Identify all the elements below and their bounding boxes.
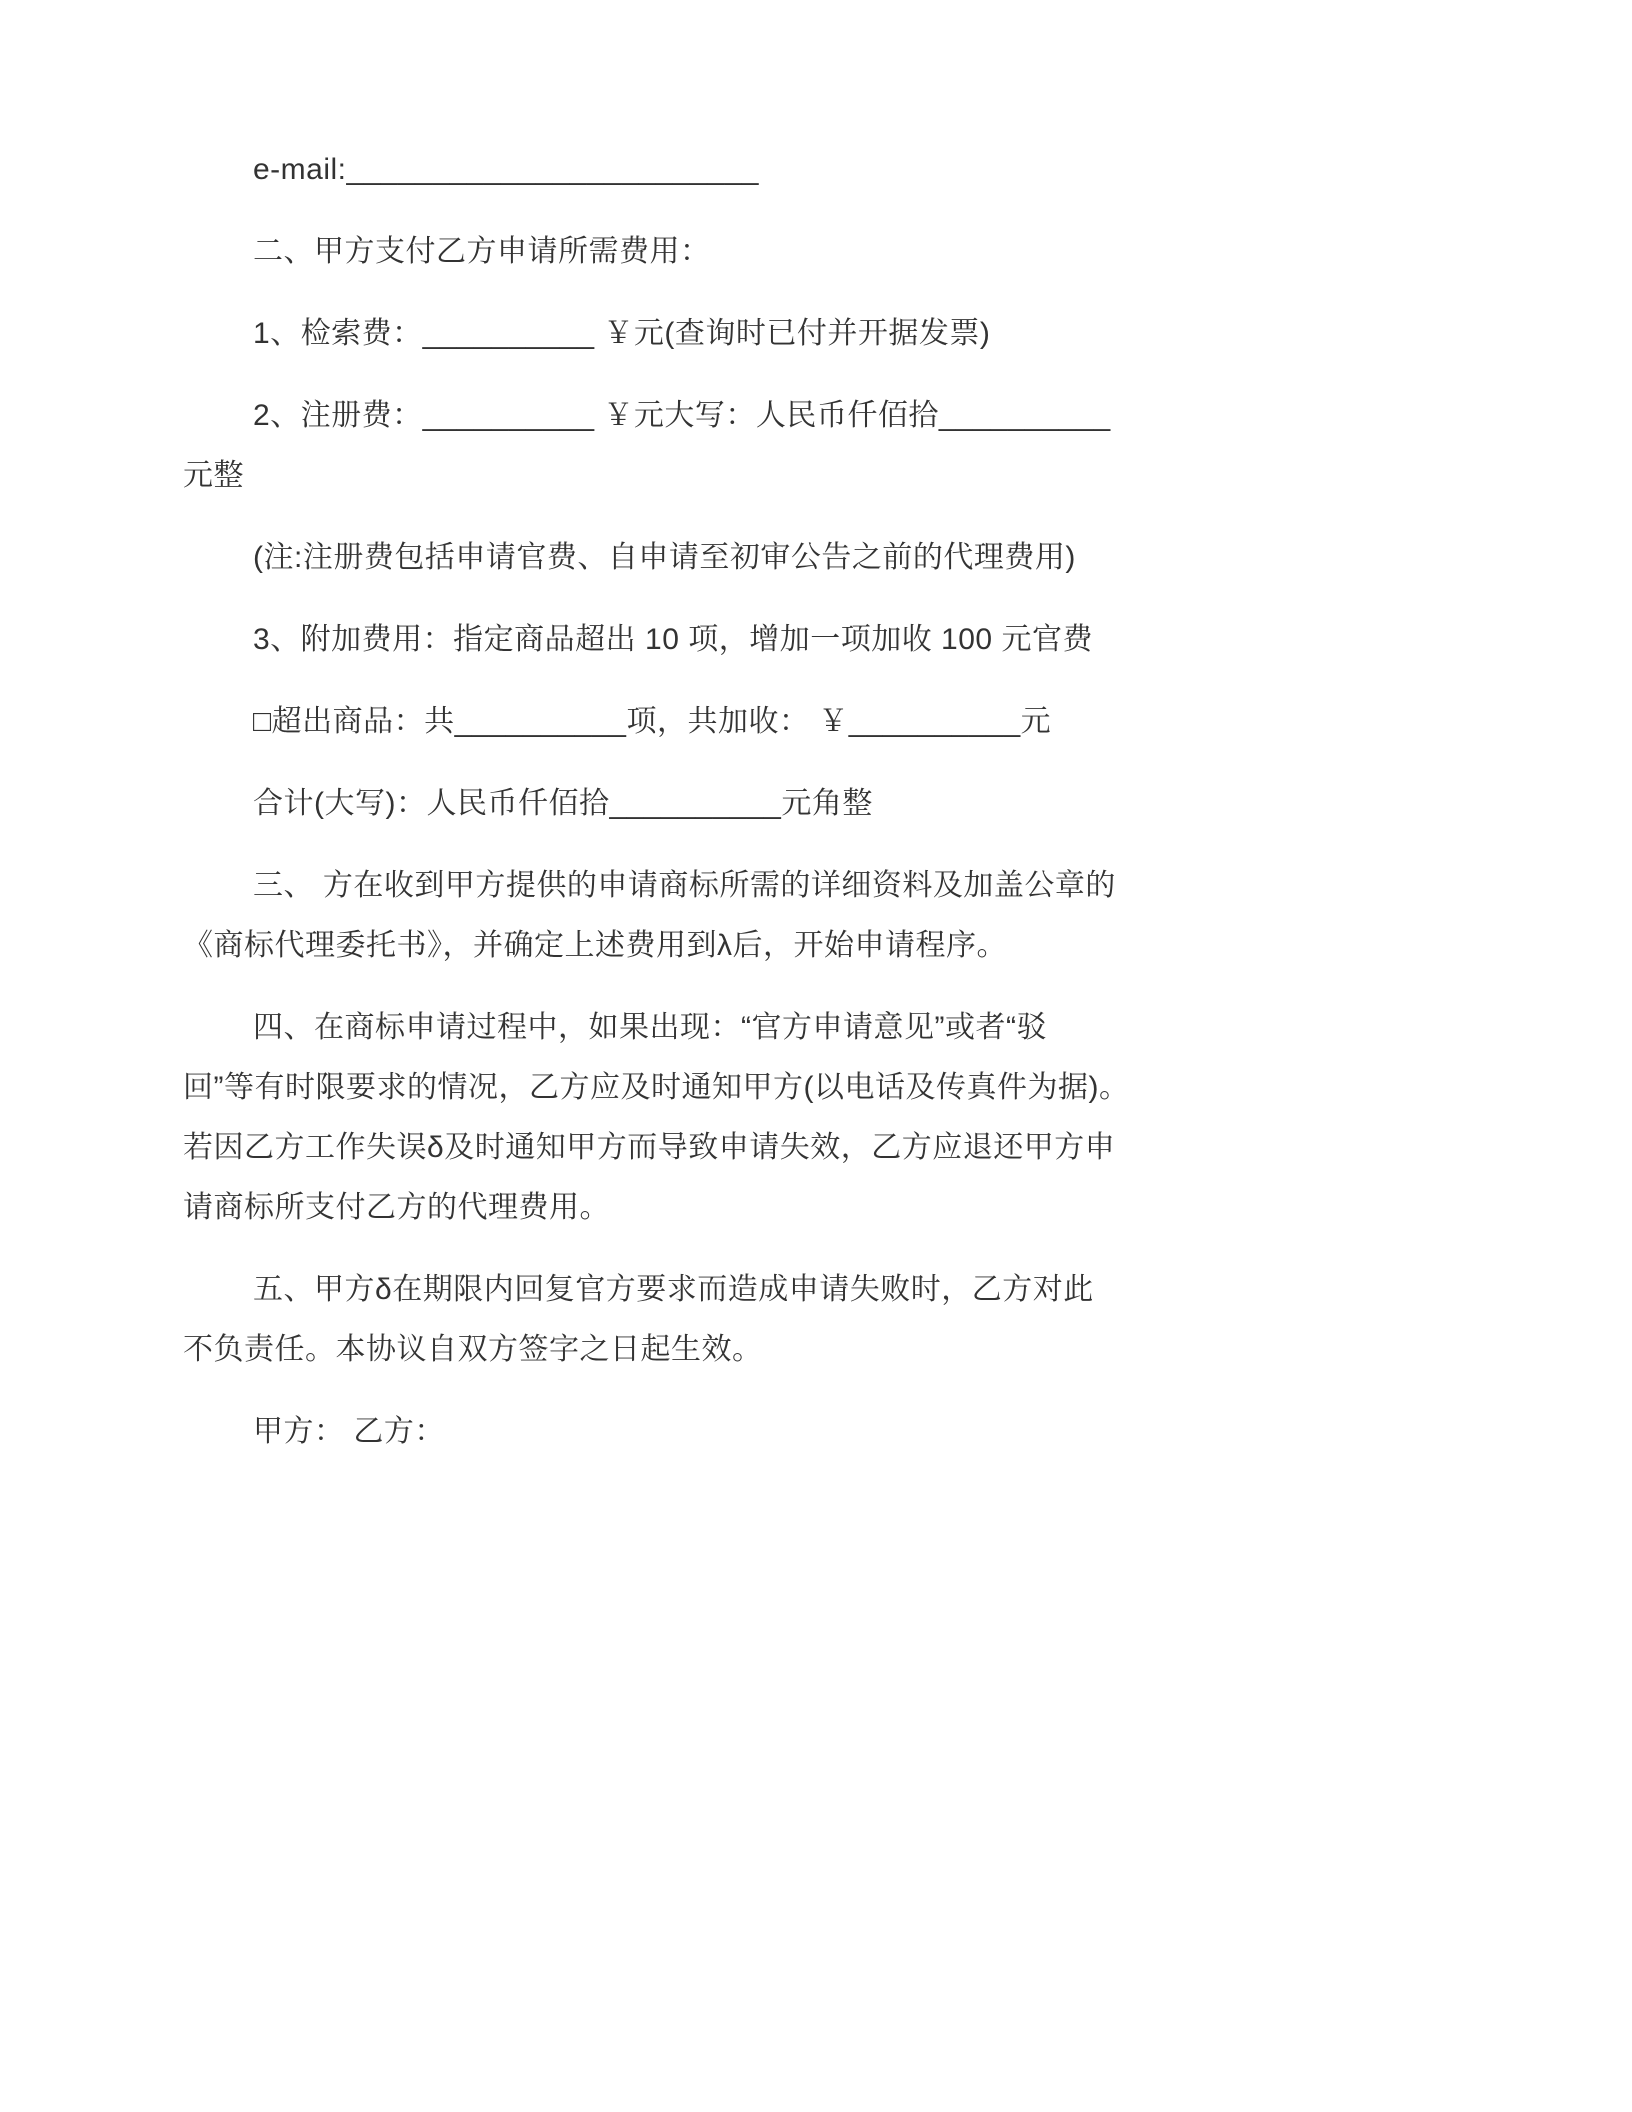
fee-note (183, 528, 1452, 588)
total-line (183, 774, 1452, 834)
text-line: 三、 方在收到甲方提供的申请商标所需的详细资料及加盖公章的 (253, 869, 1116, 902)
fee-item-registration (183, 386, 1452, 506)
fee-item-search (183, 304, 1452, 364)
text-line: 五、甲方δ在期限内回复官方要求而造成申请失败时，乙方对此 (253, 1273, 1094, 1306)
paragraph-email (183, 140, 1452, 200)
excess-goods-line (183, 692, 1452, 752)
text-line: 四、在商标申请过程中，如果出现：“官方申请意见”或者“驳 (253, 1011, 1047, 1044)
text-line: 3、附加费用：指定商品超出 10 项，增加一项加收 100 元官费 (253, 623, 1093, 656)
text-line: 回”等有时限要求的情况，乙方应及时通知甲方(以电话及传真件为据)。 (183, 1071, 1130, 1104)
text-line: □超出商品：共__________项，共加收： ￥__________元 (253, 705, 1052, 738)
text-line: 元整 (183, 459, 244, 492)
signature-line (183, 1402, 1452, 1462)
section-5-paragraph (183, 1260, 1452, 1380)
section-4-paragraph (183, 998, 1452, 1238)
text-line: 若因乙方工作失误δ及时通知甲方而导致申请失效，乙方应退还甲方申 (183, 1131, 1116, 1164)
section-2-heading (183, 222, 1452, 282)
text-line: 2、注册费：__________ ￥元大写：人民币仟佰拾__________ (253, 399, 1111, 432)
text-line: (注:注册费包括申请官费、自申请至初审公告之前的代理费用) (253, 541, 1076, 574)
text-line: 甲方： 乙方： (253, 1415, 445, 1448)
fee-item-additional (183, 610, 1452, 670)
text-line: e-mail:________________________ (253, 153, 759, 186)
text-line: 合计(大写)：人民币仟佰拾__________元角整 (253, 787, 873, 820)
text-line: 1、检索费：__________ ￥元(查询时已付并开据发票) (253, 317, 991, 350)
text-line: 《商标代理委托书》，并确定上述费用到λ后，开始申请程序。 (183, 929, 1007, 962)
text-line: 不负责任。本协议自双方签字之日起生效。 (183, 1333, 763, 1366)
text-line: 请商标所支付乙方的代理费用。 (183, 1191, 610, 1224)
text-line: 二、甲方支付乙方申请所需费用： (253, 235, 711, 268)
section-3-paragraph (183, 856, 1452, 976)
